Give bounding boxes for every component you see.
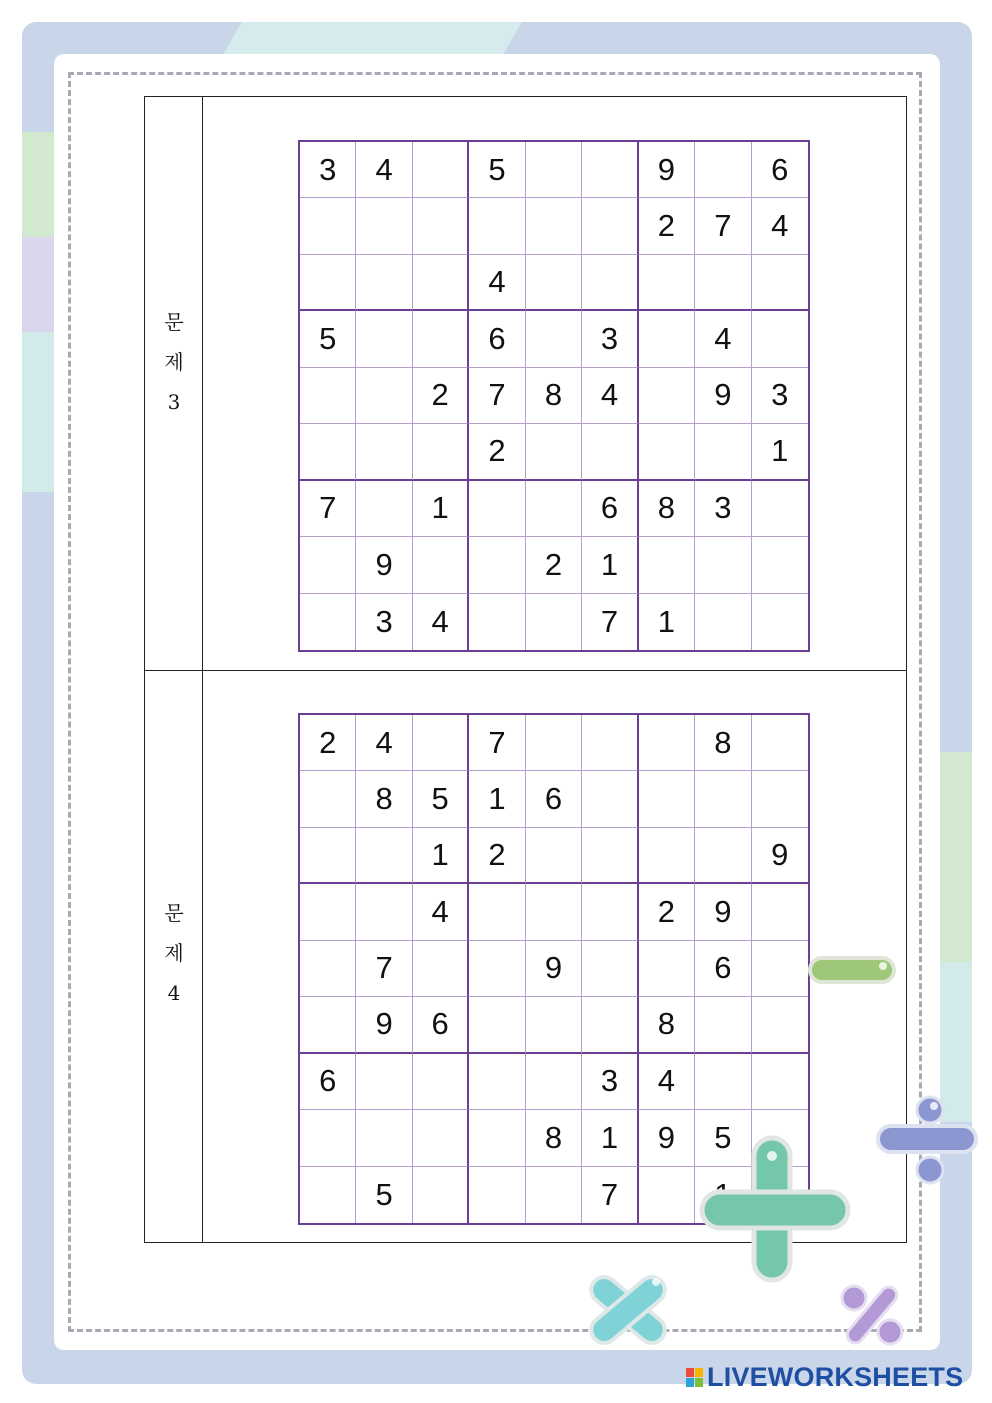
sudoku-cell[interactable]: [356, 828, 412, 884]
sudoku-cell[interactable]: [413, 1110, 469, 1166]
sudoku-cell[interactable]: [469, 1110, 525, 1166]
percent-icon: [836, 1282, 908, 1348]
sudoku-cell[interactable]: 8: [639, 997, 695, 1053]
sudoku-cell[interactable]: [469, 537, 525, 593]
sudoku-cell[interactable]: 1: [582, 1110, 638, 1166]
sudoku-cell[interactable]: 9: [356, 537, 412, 593]
sudoku-cell[interactable]: [356, 884, 412, 940]
sudoku-cell[interactable]: [526, 255, 582, 311]
sudoku-cell[interactable]: 8: [356, 771, 412, 827]
sudoku-cell[interactable]: [413, 537, 469, 593]
sudoku-cell[interactable]: 8: [639, 481, 695, 537]
sudoku-cell[interactable]: [413, 941, 469, 997]
sudoku-cell[interactable]: [639, 771, 695, 827]
sudoku-cell[interactable]: [469, 594, 525, 650]
sudoku-cell[interactable]: 1: [413, 481, 469, 537]
sudoku-cell[interactable]: 1: [582, 537, 638, 593]
label-char: 제: [164, 941, 184, 965]
sudoku-cell[interactable]: [752, 1054, 808, 1110]
sudoku-cell[interactable]: [356, 424, 412, 480]
sudoku-cell[interactable]: 2: [526, 537, 582, 593]
sudoku-cell[interactable]: [582, 715, 638, 771]
sudoku-cell[interactable]: 6: [526, 771, 582, 827]
sudoku-cell[interactable]: 5: [469, 142, 525, 198]
sudoku-cell[interactable]: [413, 715, 469, 771]
sudoku-cell[interactable]: [300, 771, 356, 827]
sudoku-cell[interactable]: 7: [356, 941, 412, 997]
sudoku-cell[interactable]: 1: [639, 594, 695, 650]
sudoku-cell[interactable]: 6: [582, 481, 638, 537]
sudoku-cell[interactable]: [526, 1054, 582, 1110]
problem-table: [144, 96, 907, 1243]
sudoku-cell[interactable]: [356, 255, 412, 311]
sudoku-cell[interactable]: [526, 142, 582, 198]
sudoku-cell[interactable]: 2: [469, 828, 525, 884]
decor-band: [938, 752, 972, 962]
sudoku-cell[interactable]: 2: [639, 198, 695, 254]
sudoku-cell[interactable]: [752, 771, 808, 827]
sudoku-cell[interactable]: 2: [469, 424, 525, 480]
sudoku-cell[interactable]: [639, 537, 695, 593]
sudoku-cell[interactable]: [300, 255, 356, 311]
sudoku-cell[interactable]: 4: [413, 884, 469, 940]
sudoku-cell[interactable]: [526, 594, 582, 650]
sudoku-cell[interactable]: 6: [752, 142, 808, 198]
problem-label-cell: [145, 671, 203, 1242]
sudoku-cell[interactable]: [300, 941, 356, 997]
sudoku-cell[interactable]: [752, 311, 808, 367]
sudoku-cell[interactable]: [469, 1054, 525, 1110]
sudoku-cell[interactable]: [356, 198, 412, 254]
sudoku-cell[interactable]: [639, 941, 695, 997]
sudoku-cell[interactable]: 4: [695, 311, 751, 367]
sudoku-cell[interactable]: [300, 997, 356, 1053]
sudoku-cell[interactable]: [695, 828, 751, 884]
sudoku-cell[interactable]: 4: [356, 715, 412, 771]
problem-label-cell: [145, 97, 203, 670]
logo-text: LIVEWORKSHEETS: [707, 1362, 964, 1392]
sudoku-cell[interactable]: [582, 255, 638, 311]
label-char: 4: [167, 981, 181, 1005]
sudoku-grid-3: [298, 140, 810, 652]
sudoku-cell[interactable]: [356, 311, 412, 367]
problem-label: [145, 893, 203, 1013]
sudoku-cell[interactable]: 3: [752, 368, 808, 424]
sudoku-cell[interactable]: [526, 198, 582, 254]
decor-band: [22, 132, 56, 242]
sudoku-cell[interactable]: [752, 941, 808, 997]
sudoku-cell[interactable]: [469, 997, 525, 1053]
sudoku-cell[interactable]: [413, 1054, 469, 1110]
logo-icon: [686, 1368, 704, 1388]
sudoku-cell[interactable]: [356, 1054, 412, 1110]
label-char: 문: [164, 901, 184, 925]
sudoku-cell[interactable]: [413, 1167, 469, 1223]
sudoku-cell[interactable]: [639, 255, 695, 311]
sudoku-cell[interactable]: 4: [356, 142, 412, 198]
decor-band: [222, 22, 522, 56]
label-char: 제: [164, 350, 184, 374]
times-icon: [582, 1268, 674, 1352]
sudoku-cell[interactable]: 7: [469, 715, 525, 771]
sudoku-cell[interactable]: 3: [582, 311, 638, 367]
sudoku-cell[interactable]: 8: [695, 715, 751, 771]
sudoku-cell[interactable]: [526, 997, 582, 1053]
sudoku-cell[interactable]: 8: [526, 1110, 582, 1166]
sudoku-cell[interactable]: 3: [300, 142, 356, 198]
sudoku-cell[interactable]: [639, 368, 695, 424]
sudoku-cell[interactable]: 7: [695, 198, 751, 254]
sudoku-cell[interactable]: [300, 1167, 356, 1223]
sudoku-cell[interactable]: [752, 481, 808, 537]
sudoku-cell[interactable]: 1: [752, 424, 808, 480]
sudoku-cell[interactable]: [695, 997, 751, 1053]
sudoku-cell[interactable]: [413, 311, 469, 367]
sudoku-cell[interactable]: [356, 481, 412, 537]
sudoku-cell[interactable]: [752, 884, 808, 940]
sudoku-cell[interactable]: [469, 884, 525, 940]
sudoku-cell[interactable]: 4: [469, 255, 525, 311]
sudoku-cell[interactable]: [582, 884, 638, 940]
sudoku-cell[interactable]: 9: [639, 142, 695, 198]
sudoku-cell[interactable]: 2: [300, 715, 356, 771]
sudoku-cell[interactable]: 7: [469, 368, 525, 424]
sudoku-cell[interactable]: 7: [582, 594, 638, 650]
sudoku-cell[interactable]: [639, 715, 695, 771]
sudoku-cell[interactable]: 6: [695, 941, 751, 997]
sudoku-cell[interactable]: [413, 424, 469, 480]
sudoku-cell[interactable]: [300, 537, 356, 593]
sudoku-cell[interactable]: [639, 311, 695, 367]
label-char: 3: [167, 390, 181, 414]
sudoku-cell[interactable]: 7: [582, 1167, 638, 1223]
sudoku-cell[interactable]: 2: [639, 884, 695, 940]
sudoku-cell[interactable]: 4: [639, 1054, 695, 1110]
sudoku-cell[interactable]: [413, 255, 469, 311]
sudoku-cell[interactable]: [526, 828, 582, 884]
sudoku-cell[interactable]: 5: [413, 771, 469, 827]
sudoku-cell[interactable]: [469, 198, 525, 254]
sudoku-cell[interactable]: [639, 424, 695, 480]
sudoku-cell[interactable]: 9: [695, 368, 751, 424]
sudoku-cell[interactable]: [752, 255, 808, 311]
sudoku-cell[interactable]: [752, 594, 808, 650]
sudoku-cell[interactable]: [300, 1110, 356, 1166]
sudoku-cell[interactable]: [582, 941, 638, 997]
plus-icon: [698, 1134, 852, 1284]
sudoku-cell[interactable]: [752, 537, 808, 593]
sudoku-cell[interactable]: 1: [469, 771, 525, 827]
sudoku-cell[interactable]: [300, 594, 356, 650]
divide-icon: [874, 1092, 980, 1188]
decor-band: [22, 237, 56, 337]
sudoku-cell[interactable]: 4: [413, 594, 469, 650]
sudoku-cell[interactable]: 6: [469, 311, 525, 367]
sudoku-cell[interactable]: 9: [356, 997, 412, 1053]
sudoku-cell[interactable]: [413, 198, 469, 254]
sudoku-cell[interactable]: 9: [639, 1110, 695, 1166]
sudoku-cell[interactable]: 4: [752, 198, 808, 254]
sudoku-cell[interactable]: [413, 142, 469, 198]
sudoku-cell[interactable]: [639, 828, 695, 884]
sudoku-cell[interactable]: [526, 311, 582, 367]
sudoku-cell[interactable]: 5: [695, 1110, 751, 1166]
sudoku-cell[interactable]: [695, 1054, 751, 1110]
sudoku-cell[interactable]: [300, 424, 356, 480]
problem-label: [145, 302, 203, 422]
sudoku-cell[interactable]: [695, 537, 751, 593]
sudoku-cell[interactable]: [695, 594, 751, 650]
sudoku-cell[interactable]: 3: [695, 481, 751, 537]
sudoku-cell[interactable]: [526, 1167, 582, 1223]
sudoku-cell[interactable]: [469, 481, 525, 537]
sudoku-cell[interactable]: [356, 368, 412, 424]
sudoku-cell[interactable]: [300, 368, 356, 424]
sudoku-cell[interactable]: 6: [300, 1054, 356, 1110]
sudoku-cell[interactable]: 1: [413, 828, 469, 884]
sudoku-cell[interactable]: [752, 997, 808, 1053]
sudoku-cell[interactable]: [300, 198, 356, 254]
sudoku-cell[interactable]: [469, 941, 525, 997]
sudoku-cell[interactable]: 5: [356, 1167, 412, 1223]
sudoku-cell[interactable]: [582, 828, 638, 884]
sudoku-cell[interactable]: [526, 715, 582, 771]
sudoku-cell[interactable]: [582, 198, 638, 254]
sudoku-cell[interactable]: [695, 142, 751, 198]
sudoku-cell[interactable]: 9: [526, 941, 582, 997]
sudoku-cell[interactable]: [695, 255, 751, 311]
problem-row-3: [145, 97, 906, 671]
sudoku-cell[interactable]: [526, 424, 582, 480]
minus-icon: [806, 950, 898, 990]
sudoku-cell[interactable]: 3: [582, 1054, 638, 1110]
sudoku-cell[interactable]: [582, 424, 638, 480]
sudoku-cell[interactable]: 8: [526, 368, 582, 424]
sudoku-cell[interactable]: 4: [582, 368, 638, 424]
sudoku-cell[interactable]: [695, 771, 751, 827]
decor-band: [22, 332, 56, 492]
sudoku-cell[interactable]: 5: [300, 311, 356, 367]
sudoku-cell[interactable]: [300, 828, 356, 884]
sudoku-cell[interactable]: 3: [356, 594, 412, 650]
sudoku-cell[interactable]: [582, 771, 638, 827]
sudoku-cell[interactable]: [356, 1110, 412, 1166]
sudoku-cell[interactable]: [469, 1167, 525, 1223]
sudoku-cell[interactable]: [300, 884, 356, 940]
sudoku-cell[interactable]: [752, 715, 808, 771]
sudoku-cell[interactable]: 2: [413, 368, 469, 424]
brand-logo: [686, 1362, 963, 1393]
sudoku-cell[interactable]: 7: [300, 481, 356, 537]
sudoku-cell[interactable]: 9: [752, 828, 808, 884]
sudoku-cell[interactable]: 9: [695, 884, 751, 940]
sudoku-cell[interactable]: [582, 142, 638, 198]
sudoku-cell[interactable]: [695, 424, 751, 480]
sudoku-cell[interactable]: [526, 481, 582, 537]
sudoku-cell[interactable]: [582, 997, 638, 1053]
label-char: 문: [164, 310, 184, 334]
sudoku-cell[interactable]: [526, 884, 582, 940]
sudoku-cell[interactable]: [639, 1167, 695, 1223]
sudoku-cell[interactable]: 6: [413, 997, 469, 1053]
